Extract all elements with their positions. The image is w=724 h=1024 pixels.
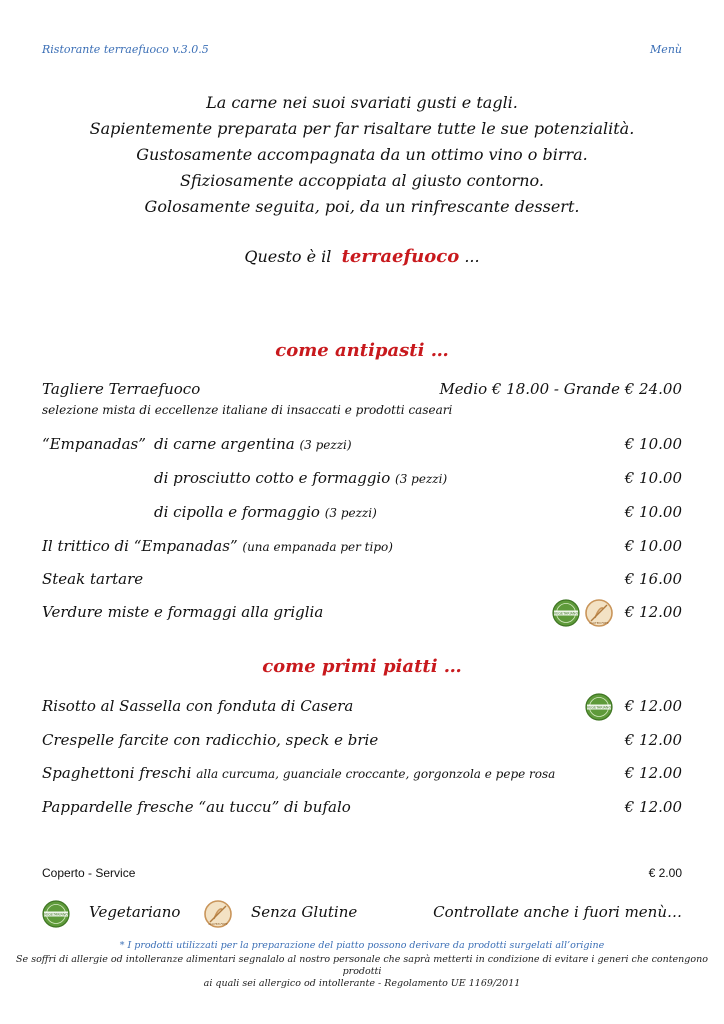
menu-header-link: Menù xyxy=(650,43,682,56)
restaurant-version-header: Ristorante terraefuoco v.3.0.5 xyxy=(42,43,209,56)
item-name: di carne argentina xyxy=(154,435,295,453)
section-title-primi: come primi piatti … xyxy=(262,656,462,677)
legend-fuori-menu: Controllate anche i fuori menù… xyxy=(433,903,682,921)
legend-vegetarian-label: Vegetariano xyxy=(89,903,181,921)
item-price: € 10.00 xyxy=(624,469,682,487)
item-note: (3 pezzi) xyxy=(299,438,352,452)
veg-badge-text: VEGETARIANO xyxy=(553,611,579,616)
gluten-badge-text: GLUTEN FREE xyxy=(208,922,228,926)
slogan-prefix: Questo è il xyxy=(244,247,332,266)
item-price: € 12.00 xyxy=(624,731,682,749)
empanadas-label: “Empanadas” xyxy=(42,435,146,453)
menu-item-empanada xyxy=(42,469,682,493)
item-name: di cipolla e formaggio xyxy=(154,503,320,521)
slogan-suffix: ... xyxy=(464,247,480,266)
veg-badge-text: VEGETARIANO xyxy=(586,705,612,710)
vegetarian-legend-icon xyxy=(42,900,70,932)
gluten-free-legend-icon xyxy=(204,900,232,932)
item-price: € 16.00 xyxy=(624,570,682,588)
item-name: di prosciutto cotto e formaggio xyxy=(154,469,391,487)
item-price: € 10.00 xyxy=(624,503,682,521)
item-price: Medio € 18.00 - Grande € 24.00 xyxy=(439,380,682,398)
item-note: (una empanada per tipo) xyxy=(242,540,393,554)
coperto-label: Coperto - Service xyxy=(42,866,136,880)
menu-item-empanada xyxy=(42,503,682,527)
item-name: Il trittico di “Empanadas” xyxy=(42,537,238,555)
veg-badge-text: VEGETARIANO xyxy=(43,912,69,917)
gluten-badge-text: GLUTEN FREE xyxy=(589,621,609,625)
item-price: € 12.00 xyxy=(624,798,682,816)
item-name-wrap xyxy=(154,435,352,453)
item-price: € 12.00 xyxy=(624,603,682,621)
item-name: Tagliere Terraefuoco xyxy=(42,380,201,398)
item-name: Spaghettoni freschi xyxy=(42,764,192,782)
intro-line: Gustosamente accompagnata da un ottimo vino o birra. xyxy=(136,145,588,164)
menu-item-empanada xyxy=(42,435,682,459)
menu-item-steak xyxy=(42,570,682,594)
intro-line: La carne nei suoi svariati gusti e tagli. xyxy=(206,93,518,112)
coperto-price: € 2.00 xyxy=(648,866,682,880)
allergy-line-1: Se soffri di allergie od intolleranze alimentari segnalalo al nostro personale che saprà metterti in condizione di evitare i generi che contengono prodotti xyxy=(16,954,708,977)
coperto-row xyxy=(42,866,682,880)
item-price: € 10.00 xyxy=(624,537,682,555)
item-description: selezione mista di eccellenze italiane di insaccati e prodotti caseari xyxy=(42,403,453,417)
item-name: Steak tartare xyxy=(42,570,144,588)
item-note: (3 pezzi) xyxy=(324,506,377,520)
item-price: € 10.00 xyxy=(624,435,682,453)
allergy-note xyxy=(0,954,724,990)
menu-item-primo xyxy=(42,731,682,755)
section-title-antipasti: come antipasti … xyxy=(275,340,449,361)
item-note: alla curcuma, guanciale croccante, gorgonzola e pepe rosa xyxy=(196,767,556,781)
intro-line: Sfiziosamente accoppiata al giusto contorno. xyxy=(180,171,544,190)
item-name: Risotto al Sassella con fonduta di Casera xyxy=(42,697,354,715)
menu-item-trittico xyxy=(42,537,682,561)
legend-gluten-label: Senza Glutine xyxy=(251,903,358,921)
item-price: € 12.00 xyxy=(624,697,682,715)
item-name: Crespelle farcite con radicchio, speck e brie xyxy=(42,731,379,749)
intro-line: Sapientemente preparata per far risaltare tutte le sue potenzialità. xyxy=(89,119,635,138)
intro-line: Golosamente seguita, poi, da un rinfrescante dessert. xyxy=(144,197,580,216)
frozen-products-note: * I prodotti utilizzati per la preparazione del piatto possono derivare da prodotti surgelati all’origine xyxy=(119,940,605,951)
vegetarian-badge-icon xyxy=(552,599,578,625)
item-name-wrap xyxy=(42,764,555,782)
item-note: (3 pezzi) xyxy=(395,472,448,486)
intro-text xyxy=(0,90,724,220)
item-name-wrap xyxy=(42,537,393,555)
item-name: Pappardelle fresche “au tuccu” di bufalo xyxy=(42,798,351,816)
vegetarian-badge-icon xyxy=(585,693,611,719)
gluten-free-badge-icon xyxy=(585,599,611,625)
item-name-wrap xyxy=(154,469,447,487)
item-price: € 12.00 xyxy=(624,764,682,782)
menu-item-primo xyxy=(42,798,682,822)
brand-name: terraefuoco xyxy=(341,246,460,267)
slogan xyxy=(0,246,724,267)
item-name-wrap xyxy=(154,503,377,521)
allergy-line-2: ai quali sei allergico od intollerante - Regolamento UE 1169/2011 xyxy=(203,978,521,989)
menu-item-tagliere xyxy=(42,380,682,404)
legend xyxy=(42,903,682,931)
menu-item-primo xyxy=(42,764,682,788)
item-name: Verdure miste e formaggi alla griglia xyxy=(42,603,324,621)
